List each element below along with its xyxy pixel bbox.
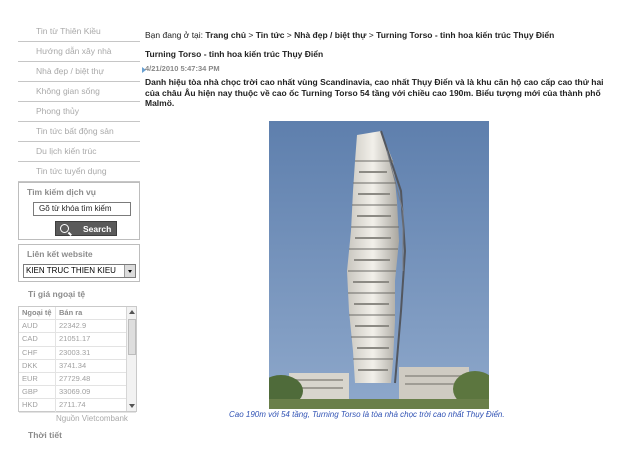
- sidebar-nav-label: Nhà đẹp / biệt thự: [36, 66, 105, 76]
- breadcrumb-news[interactable]: Tin tức: [255, 30, 285, 40]
- sidebar-nav-item[interactable]: [18, 42, 140, 61]
- sidebar-nav: [18, 22, 140, 182]
- currency-code: HKD: [19, 399, 56, 411]
- search-button-label: Search: [83, 223, 112, 234]
- breadcrumb: [145, 30, 605, 40]
- sell-rate: Bán ra: [59, 308, 83, 317]
- currency-code: EUR: [19, 373, 56, 385]
- search-icon: [60, 224, 69, 233]
- exchange-rate-row: [19, 347, 136, 360]
- turning-torso-photo: [269, 121, 489, 409]
- website-links-box: [18, 244, 140, 282]
- sidebar-nav-item[interactable]: [18, 22, 140, 41]
- sidebar-nav-label: Tin tức tuyển dụng: [36, 166, 107, 176]
- sidebar-nav-label: Phong thủy: [36, 106, 80, 116]
- exchange-rate-row: [19, 386, 136, 399]
- exchange-rate-row: [19, 373, 136, 386]
- currency-code: Ngoại tệ: [19, 307, 56, 319]
- sidebar-nav-item[interactable]: [18, 142, 140, 161]
- exchange-rate-row: [19, 333, 136, 346]
- sell-rate: 33069.09: [59, 387, 91, 397]
- service-search-title: Tìm kiếm dịch vụ: [27, 187, 96, 197]
- currency-code: AUD: [19, 320, 56, 332]
- sell-rate: 23003.31: [59, 347, 91, 357]
- sidebar-nav-item[interactable]: [18, 122, 140, 141]
- exchange-rate-row: [19, 399, 136, 412]
- sell-rate: 22342.9: [59, 321, 87, 331]
- breadcrumb-category[interactable]: Nhà đẹp / biệt thự: [294, 30, 367, 40]
- sidebar-nav-item[interactable]: [18, 102, 140, 121]
- sidebar-nav-item[interactable]: [18, 82, 140, 101]
- currency-code: DKK: [19, 360, 56, 372]
- breadcrumb-separator: >: [368, 30, 374, 40]
- scroll-thumb[interactable]: [128, 319, 136, 355]
- article-date: 4/21/2010 5:47:34 PM: [145, 64, 220, 73]
- sidebar-nav-label: Hướng dẫn xây nhà: [36, 46, 112, 56]
- scroll-up-icon[interactable]: [128, 308, 136, 316]
- sell-rate: 27729.48: [59, 373, 91, 383]
- scroll-down-icon[interactable]: [128, 402, 136, 410]
- sell-rate: 3741.34: [59, 360, 87, 370]
- article-summary: Danh hiệu tòa nhà chọc trời cao nhất vùng Scandinavia, cao nhất Thụy Điển và là khu căn hộ cao cấp cao thứ hai của châu Âu hiện nay thuộc về cao ốc Turning Torso 54 tầng với chiều cao 190m. Biểu tượng mới của thành phố Malmö.: [145, 77, 604, 108]
- website-links-select[interactable]: [23, 264, 136, 278]
- currency-code: GBP: [19, 386, 56, 398]
- sidebar-nav-item[interactable]: [18, 62, 140, 81]
- article-title: Turning Torso - tinh hoa kiến trúc Thụy Điển: [145, 49, 324, 59]
- sidebar-nav-label: Không gian sống: [36, 86, 100, 96]
- exchange-rate-table[interactable]: [18, 306, 137, 412]
- chevron-down-icon[interactable]: [124, 265, 135, 277]
- sidebar: [18, 22, 140, 440]
- currency-code: CAD: [19, 333, 56, 345]
- sidebar-nav-item[interactable]: [18, 162, 140, 181]
- sidebar-nav-label: Du lịch kiến trúc: [36, 146, 97, 156]
- website-links-selected: KIEN TRUC THIEN KIEU: [26, 266, 116, 275]
- breadcrumb-home[interactable]: Trang chủ: [205, 30, 247, 40]
- currency-code: CHF: [19, 347, 56, 359]
- main-content: [145, 30, 605, 109]
- breadcrumb-prefix: Bạn đang ở tại:: [145, 30, 204, 40]
- exchange-rate-row: [19, 360, 136, 373]
- sell-rate: 21051.17: [59, 334, 91, 344]
- weather-title: Thời tiết: [28, 430, 62, 440]
- sidebar-nav-label: Tin từ Thiên Kiều: [36, 26, 101, 36]
- sidebar-nav-label: Tin tức bất động sản: [36, 126, 114, 136]
- exchange-rate-source: Nguồn Vietcombank: [56, 414, 128, 423]
- exchange-rate-title: Tỉ giá ngoại tệ: [28, 289, 86, 299]
- exchange-rate-scrollbar[interactable]: [126, 307, 136, 411]
- search-input[interactable]: Gõ từ khóa tìm kiếm: [33, 202, 131, 216]
- photo-caption: Cao 190m với 54 tầng, Turning Torso là tòa nhà chọc trời cao nhất Thụy Điển.: [229, 410, 505, 419]
- sell-rate: 2711.74: [59, 400, 86, 410]
- breadcrumb-separator: >: [286, 30, 292, 40]
- exchange-rate-header: [19, 307, 136, 320]
- service-search-box: [18, 182, 140, 240]
- breadcrumb-separator: >: [248, 30, 254, 40]
- search-button[interactable]: [55, 221, 117, 236]
- breadcrumb-current: Turning Torso - tinh hoa kiến trúc Thụy Điển: [376, 30, 555, 40]
- website-links-title: Liên kết website: [27, 249, 93, 259]
- exchange-rate-row: [19, 320, 136, 333]
